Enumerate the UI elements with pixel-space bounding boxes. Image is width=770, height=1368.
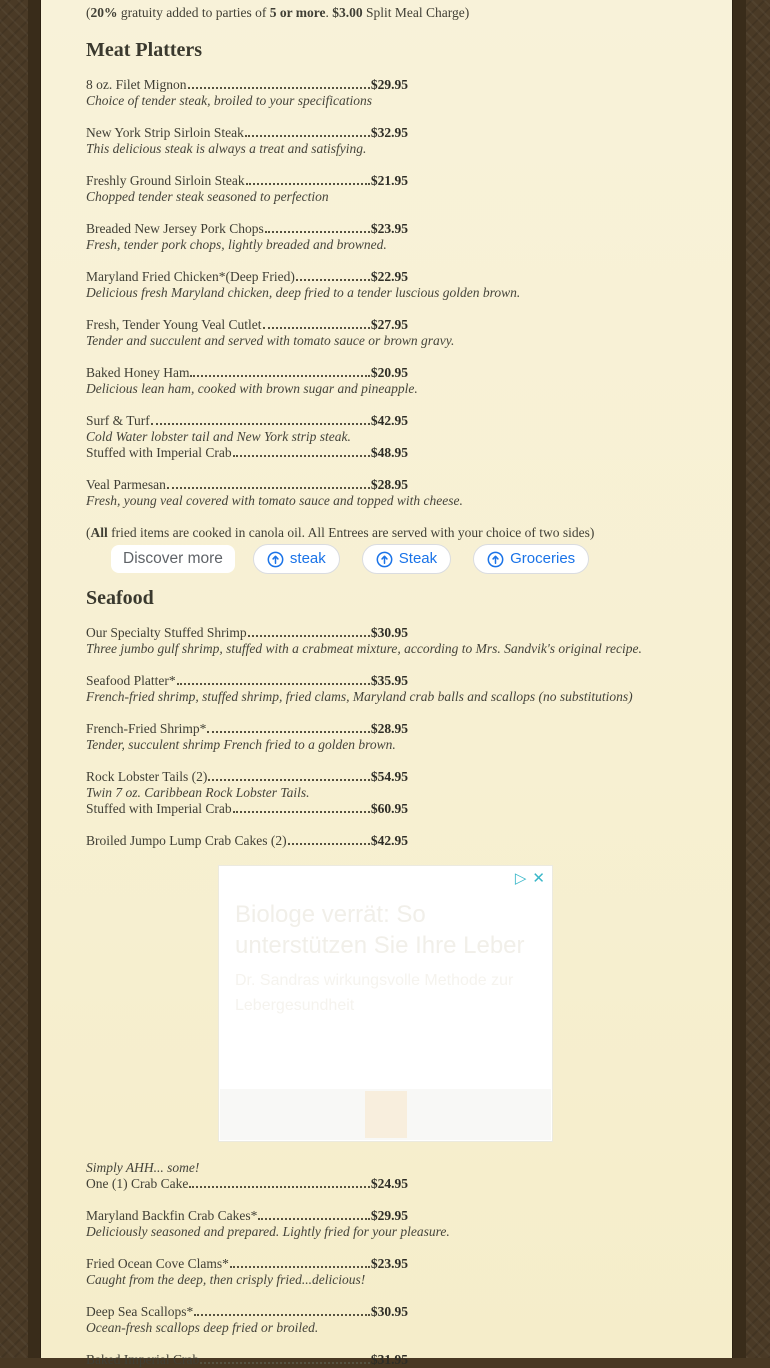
item-desc: Simply AHH... some! (86, 1160, 200, 1175)
item-desc: Chopped tender steak seasoned to perfection (86, 189, 329, 204)
menu-item (86, 769, 732, 817)
right-border-pattern (746, 0, 770, 1358)
item-desc: Cold Water lobster tail and New York strip steak. (86, 429, 351, 444)
text-segment: gratuity added to parties of (117, 5, 270, 20)
arrow-up-circle-icon (487, 551, 504, 568)
menu-item (86, 317, 732, 349)
text-segment: 20% (90, 5, 118, 20)
ad-footer (220, 1089, 551, 1140)
item-desc: Fresh, young veal covered with tomato sauce and topped with cheese. (86, 493, 463, 508)
menu-item (86, 625, 732, 657)
menu-content (41, 0, 732, 1367)
extra-price: $48.95 (370, 445, 408, 460)
gratuity-note (86, 5, 732, 21)
text-segment: Split Meal Charge) (362, 5, 470, 20)
dot-leader (208, 769, 369, 781)
chips-container (253, 544, 589, 574)
meat-items-list (86, 77, 732, 509)
dot-leader (265, 221, 370, 233)
related-search-chip[interactable] (253, 544, 340, 574)
dot-leader (194, 1304, 370, 1316)
text-segment: . (325, 5, 333, 20)
item-price: $35.95 (370, 673, 408, 688)
menu-item (86, 477, 732, 509)
menu-item (86, 1256, 732, 1288)
item-price: $32.95 (370, 125, 408, 140)
menu-item-row (86, 1304, 408, 1320)
item-price: $54.95 (370, 769, 408, 784)
item-price: $42.95 (370, 833, 408, 848)
dot-leader (233, 445, 370, 457)
item-name: Veal Parmesan (86, 477, 166, 492)
item-name: Fresh, Tender Young Veal Cutlet (86, 317, 262, 332)
item-price: $21.95 (370, 173, 408, 188)
item-price: $29.95 (370, 77, 408, 92)
text-segment: ( (86, 525, 91, 540)
dot-leader (200, 1352, 370, 1364)
item-name: New York Strip Sirloin Steak (86, 125, 244, 140)
item-desc: Tender, succulent shrimp French fried to a golden brown. (86, 737, 396, 752)
section-title-seafood: Seafood (86, 587, 154, 609)
chip-label: Groceries (510, 550, 576, 567)
item-desc: This delicious steak is always a treat and satisfying. (86, 141, 367, 156)
dot-leader (167, 477, 370, 489)
menu-item (86, 673, 732, 705)
menu-item (86, 833, 732, 849)
menu-item (86, 365, 732, 397)
chip-label: Steak (398, 550, 438, 567)
dot-leader (246, 173, 370, 185)
menu-item-row (86, 125, 408, 141)
item-desc: Ocean-fresh scallops deep fried or broiled. (86, 1320, 319, 1335)
item-price: $30.95 (370, 1304, 408, 1319)
menu-item (86, 721, 732, 753)
fried-items-note (86, 525, 732, 541)
menu-item-row (86, 1352, 408, 1368)
related-search-chip[interactable] (473, 544, 589, 574)
menu-item-bridge (86, 1160, 732, 1192)
discover-more-label: Discover more (111, 545, 235, 573)
dot-leader (248, 625, 370, 637)
extra-name: Stuffed with Imperial Crab (86, 445, 232, 460)
arrow-up-circle-icon (376, 551, 393, 568)
menu-item-row (86, 1176, 408, 1192)
dot-leader (263, 317, 370, 329)
dot-leader (207, 721, 370, 733)
arrow-up-circle-icon (267, 551, 284, 568)
dot-leader (233, 801, 370, 813)
text-segment: All (90, 525, 108, 540)
menu-item (86, 125, 732, 157)
advertisement[interactable] (218, 865, 553, 1142)
section-title-meat: Meat Platters (86, 39, 203, 61)
menu-item (86, 173, 732, 205)
text-segment: $3.00 (332, 5, 363, 20)
text-segment: fried items are cooked in canola oil. All Entrees are served with your choice of two sides) (107, 525, 595, 540)
seafood-items-list-bottom (86, 1208, 732, 1368)
ad-controls (515, 871, 545, 886)
item-price: $42.95 (370, 413, 408, 428)
menu-item-row (86, 769, 408, 785)
seafood-items-list-top (86, 625, 732, 849)
adchoices-icon[interactable]: ▷ (514, 870, 527, 887)
item-name: Our Specialty Stuffed Shrimp (86, 625, 247, 640)
item-price: $23.95 (370, 1256, 408, 1271)
menu-item (86, 1352, 732, 1368)
menu-item-row (86, 721, 408, 737)
extra-name: Stuffed with Imperial Crab (86, 801, 232, 816)
text-segment: ( (86, 5, 91, 20)
item-price: $29.95 (370, 1208, 408, 1223)
item-desc: Tender and succulent and served with tomato sauce or brown gravy. (86, 333, 455, 348)
item-name: Deep Sea Scallops* (86, 1304, 194, 1319)
item-extra (86, 445, 408, 461)
dot-leader (189, 1176, 370, 1188)
item-extra (86, 801, 408, 817)
item-price: $27.95 (370, 317, 408, 332)
dot-leader (188, 77, 370, 89)
menu-item-row (86, 673, 408, 689)
menu-item-row (86, 77, 408, 93)
menu-item (86, 413, 732, 461)
left-border-band (28, 0, 41, 1358)
item-price: $22.95 (370, 269, 408, 284)
item-name: Broiled Jumpo Lump Crab Cakes (2) (86, 833, 287, 848)
item-desc: Fresh, tender pork chops, lightly breaded and browned. (86, 237, 387, 252)
item-desc: French-fried shrimp, stuffed shrimp, fried clams, Maryland crab balls and scallops (no substitutions) (86, 689, 633, 704)
menu-item-row (86, 625, 408, 641)
item-desc: Delicious lean ham, cooked with brown sugar and pineapple. (86, 381, 418, 396)
left-border-pattern (0, 0, 28, 1358)
item-name: 8 oz. Filet Mignon (86, 77, 187, 92)
menu-item (86, 1208, 732, 1240)
text-segment: 5 or more (269, 5, 326, 20)
extra-price: $60.95 (370, 801, 408, 816)
item-price: $28.95 (370, 477, 408, 492)
item-name: French-Fried Shrimp* (86, 721, 207, 736)
dot-leader (258, 1208, 370, 1220)
dot-leader (151, 413, 370, 425)
menu-item (86, 221, 732, 253)
item-name: Maryland Backfin Crab Cakes* (86, 1208, 258, 1223)
item-name: Baked Honey Ham (86, 365, 190, 380)
dot-leader (177, 673, 370, 685)
menu-item-row (86, 1208, 408, 1224)
menu-item-row (86, 477, 408, 493)
ad-body-text: Dr. Sandras wirkungsvolle Methode zur Lebergesundheit (235, 972, 514, 1014)
item-price: $23.95 (370, 221, 408, 236)
menu-item-row (86, 173, 408, 189)
dot-leader (190, 365, 369, 377)
dot-leader (245, 125, 370, 137)
item-price: $20.95 (370, 365, 408, 380)
ad-thumbnail-image (365, 1091, 407, 1138)
dot-leader (230, 1256, 370, 1268)
menu-item-row (86, 413, 408, 429)
menu-item-row (86, 221, 408, 237)
item-name: Fried Ocean Cove Clams* (86, 1256, 229, 1271)
discover-chips-row (111, 544, 732, 574)
item-price: $31.95 (370, 1352, 408, 1367)
menu-item (86, 1304, 732, 1336)
dot-leader (296, 269, 370, 281)
item-desc: Deliciously seasoned and prepared. Lightly fried for your pleasure. (86, 1224, 450, 1239)
menu-item-row (86, 833, 408, 849)
item-desc: Caught from the deep, then crisply fried...delicious! (86, 1272, 366, 1287)
item-name: Breaded New Jersey Pork Chops (86, 221, 264, 236)
item-desc: Delicious fresh Maryland chicken, deep fried to a tender luscious golden brown. (86, 285, 521, 300)
item-name: Surf & Turf (86, 413, 150, 428)
menu-item (86, 269, 732, 301)
item-name: One (1) Crab Cake (86, 1176, 189, 1191)
item-price: $24.95 (370, 1176, 408, 1191)
menu-item-row (86, 365, 408, 381)
item-price: $28.95 (370, 721, 408, 736)
menu-item (86, 77, 732, 109)
item-desc: Twin 7 oz. Caribbean Rock Lobster Tails. (86, 785, 310, 800)
item-price: $30.95 (370, 625, 408, 640)
ad-headline: Biologe verrät: So unterstützen Sie Ihre Leber (235, 901, 525, 959)
menu-item-row (86, 269, 408, 285)
item-name: Maryland Fried Chicken*(Deep Fried) (86, 269, 295, 284)
item-name: Baked Imperial Crab (86, 1352, 200, 1367)
item-desc: Three jumbo gulf shrimp, stuffed with a crabmeat mixture, according to Mrs. Sandvik's original recipe. (86, 641, 642, 656)
menu-item-row (86, 317, 408, 333)
item-desc: Choice of tender steak, broiled to your specifications (86, 93, 372, 108)
chip-label: steak (289, 550, 326, 567)
related-search-chip[interactable] (362, 544, 451, 574)
item-name: Rock Lobster Tails (2) (86, 769, 208, 784)
item-name: Seafood Platter* (86, 673, 176, 688)
dot-leader (288, 833, 370, 845)
menu-item-row (86, 1256, 408, 1272)
item-name: Freshly Ground Sirloin Steak (86, 173, 245, 188)
ad-close-icon[interactable]: ✕ (532, 870, 545, 887)
right-border-band (732, 0, 746, 1358)
